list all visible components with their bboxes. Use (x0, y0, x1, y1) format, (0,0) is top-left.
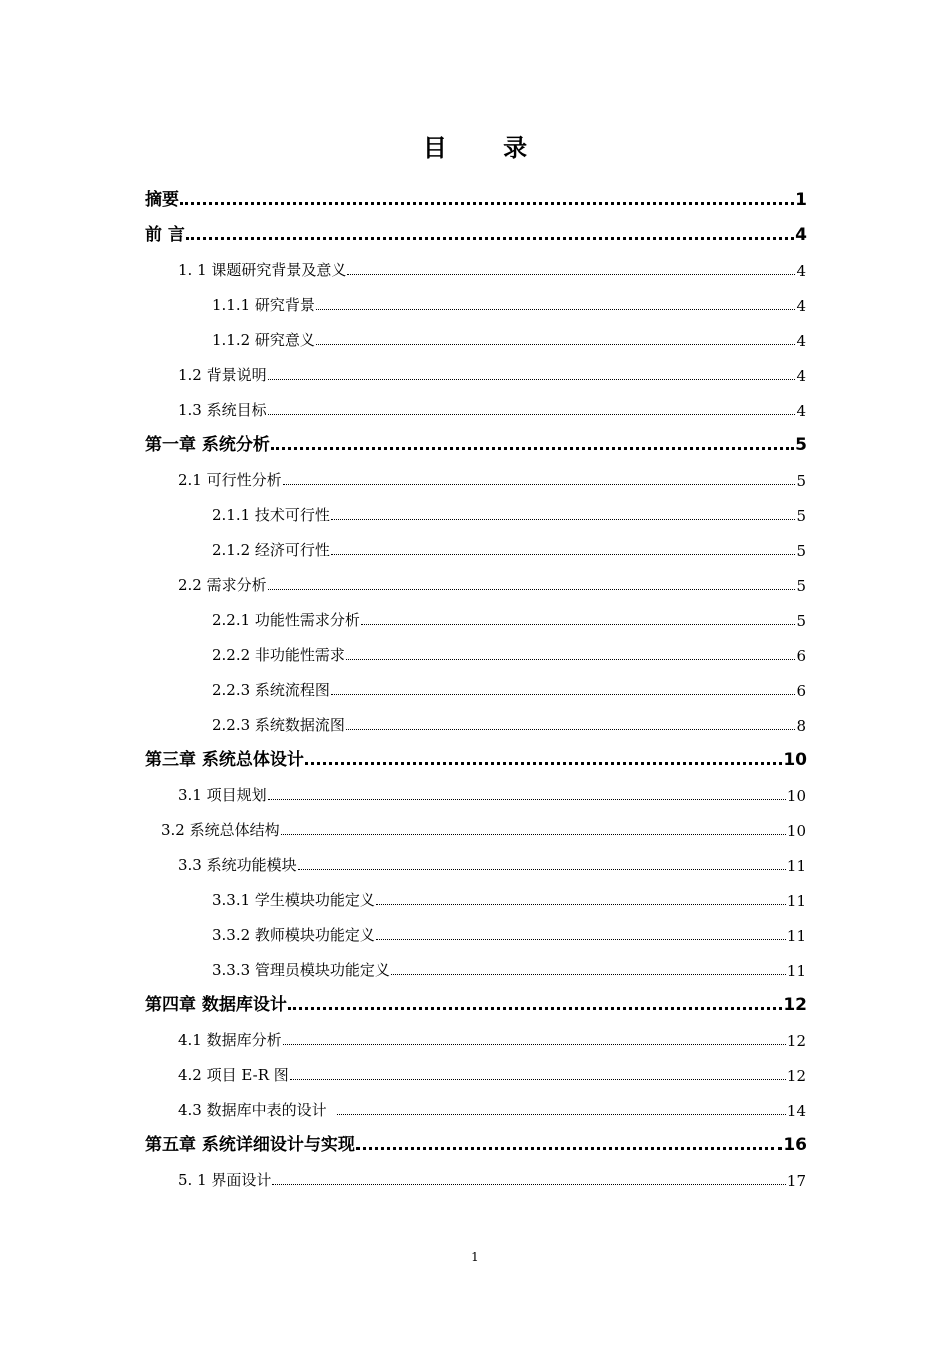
toc-entry-2-1-1[interactable] (212, 495, 806, 525)
toc-entry-label: 1.3 系统目标 (178, 401, 267, 419)
toc-entry-2-2-1[interactable] (212, 600, 806, 630)
toc-entry-5-1[interactable] (178, 1160, 806, 1190)
toc-entry-1-1[interactable] (178, 250, 806, 280)
toc-entry-label: 前 言 (145, 225, 185, 245)
toc-dot-leader (376, 904, 786, 905)
toc-dot-leader (271, 447, 794, 450)
toc-dot-leader (331, 694, 796, 695)
toc-entry-2-2-3-dfd[interactable] (212, 705, 806, 735)
toc-entry-page: 12 (786, 1067, 806, 1085)
toc-entry-label: 2.1.1 技术可行性 (212, 506, 330, 524)
toc-entry-page: 17 (786, 1172, 806, 1190)
toc-entry-label: 2.2.1 功能性需求分析 (212, 611, 360, 629)
footer-page-number: 1 (471, 1250, 479, 1264)
toc-entry-3-3-1[interactable] (212, 880, 806, 910)
toc-entry-label: 2.1.2 经济可行性 (212, 541, 330, 559)
toc-dot-leader (268, 414, 796, 415)
toc-dot-leader (281, 834, 786, 835)
toc-entry-page: 16 (783, 1135, 807, 1155)
toc-entry-2-2-2[interactable] (212, 635, 806, 665)
toc-entry-page: 5 (795, 435, 807, 455)
toc-entry-label: 2.2.3 系统数据流图 (212, 716, 345, 734)
toc-dot-leader (316, 309, 796, 310)
toc-entry-page: 4 (796, 332, 806, 350)
toc-dot-leader (346, 729, 796, 730)
toc-dot-leader (346, 659, 796, 660)
toc-entry-label: 4.1 数据库分析 (178, 1031, 282, 1049)
toc-entry-page: 11 (786, 962, 806, 980)
toc-entry-label: 4.2 项目 E-R 图 (178, 1066, 289, 1084)
toc-entry-3-3-3[interactable] (212, 950, 806, 980)
toc-entry-chapter-3[interactable] (145, 740, 807, 770)
toc-dot-leader (337, 1114, 786, 1115)
toc-dot-leader (361, 624, 796, 625)
toc-entry-page: 11 (786, 892, 806, 910)
toc-entry-page: 5 (796, 542, 806, 560)
toc-entry-preface[interactable] (145, 215, 807, 245)
toc-entry-label: 第一章 系统分析 (145, 435, 270, 455)
toc-dot-leader (298, 869, 786, 870)
toc-entry-2-2-3[interactable] (212, 670, 806, 700)
toc-entry-label: 3.3.2 教师模块功能定义 (212, 926, 375, 944)
toc-dot-leader (331, 554, 796, 555)
toc-entry-page: 6 (796, 682, 806, 700)
toc-entry-page: 10 (786, 787, 806, 805)
toc-entry-2-1-2[interactable] (212, 530, 806, 560)
toc-entry-page: 4 (796, 367, 806, 385)
toc-entry-page: 4 (795, 225, 807, 245)
toc-dot-leader (283, 484, 796, 485)
toc-entry-label: 2.2 需求分析 (178, 576, 267, 594)
toc-entry-1-1-1[interactable] (212, 285, 806, 315)
toc-entry-label: 1.2 背景说明 (178, 366, 267, 384)
toc-entry-page: 1 (795, 190, 807, 210)
toc-entry-1-2[interactable] (178, 355, 806, 385)
toc-entry-1-1-2[interactable] (212, 320, 806, 350)
toc-dot-leader (290, 1079, 786, 1080)
toc-entry-page: 4 (796, 262, 806, 280)
toc-entry-page: 4 (796, 402, 806, 420)
toc-entry-page: 6 (796, 647, 806, 665)
toc-dot-leader (356, 1147, 782, 1150)
toc-entry-label: 3.1 项目规划 (178, 786, 267, 804)
toc-entry-3-3[interactable] (178, 845, 806, 875)
toc-entry-3-3-2[interactable] (212, 915, 806, 945)
toc-entry-page: 12 (783, 995, 807, 1015)
toc-entry-page: 5 (796, 577, 806, 595)
toc-dot-leader (272, 1184, 786, 1185)
toc-entry-label: 摘要 (145, 190, 179, 210)
toc-entry-page: 11 (786, 857, 806, 875)
page-title: 目 录 (422, 134, 552, 162)
toc-entry-label: 2.2.3 系统流程图 (212, 681, 330, 699)
toc-entry-label: 1.1.1 研究背景 (212, 296, 315, 314)
toc-entry-label: 1.1.2 研究意义 (212, 331, 315, 349)
toc-dot-leader (268, 799, 786, 800)
toc-entry-label: 5. 1 界面设计 (178, 1171, 272, 1189)
toc-entry-page: 5 (796, 472, 806, 490)
toc-dot-leader (316, 344, 796, 345)
toc-entry-page: 8 (796, 717, 806, 735)
toc-dot-leader (305, 762, 782, 765)
toc-entry-page: 12 (786, 1032, 806, 1050)
toc-entry-page: 10 (786, 822, 806, 840)
toc-dot-leader (268, 589, 796, 590)
toc-entry-1-3[interactable] (178, 390, 806, 420)
toc-entry-label: 3.3 系统功能模块 (178, 856, 297, 874)
toc-entry-page: 10 (783, 750, 807, 770)
toc-entry-chapter-1[interactable] (145, 425, 807, 455)
toc-entry-label: 2.2.2 非功能性需求 (212, 646, 345, 664)
toc-dot-leader (268, 379, 796, 380)
toc-dot-leader (186, 237, 794, 240)
toc-entry-label: 1. 1 课题研究背景及意义 (178, 261, 347, 279)
toc-entry-2-2[interactable] (178, 565, 806, 595)
toc-entry-label: 4.3 数据库中表的设计 (178, 1101, 337, 1119)
toc-entry-label: 2.1 可行性分析 (178, 471, 282, 489)
toc-dot-leader (331, 519, 796, 520)
toc-entry-page: 5 (796, 612, 806, 630)
toc-entry-label: 第五章 系统详细设计与实现 (145, 1135, 355, 1155)
toc-entry-label: 3.3.1 学生模块功能定义 (212, 891, 375, 909)
toc-entry-abstract[interactable] (145, 180, 807, 210)
toc-entry-label: 第三章 系统总体设计 (145, 750, 304, 770)
toc-entry-label: 3.3.3 管理员模块功能定义 (212, 961, 390, 979)
toc-entry-label: 第四章 数据库设计 (145, 995, 287, 1015)
toc-dot-leader (376, 939, 786, 940)
toc-dot-leader (288, 1007, 782, 1010)
toc-entry-3-1[interactable] (178, 775, 806, 805)
toc-entry-4-3[interactable] (178, 1090, 806, 1120)
toc-entry-3-2[interactable] (161, 810, 806, 840)
toc-entry-page: 4 (796, 297, 806, 315)
toc-dot-leader (180, 202, 794, 205)
toc-dot-leader (347, 274, 795, 275)
toc-entry-label: 3.2 系统总体结构 (161, 821, 280, 839)
toc-entry-4-1[interactable] (178, 1020, 806, 1050)
toc-entry-4-2[interactable] (178, 1055, 806, 1085)
toc-entry-2-1[interactable] (178, 460, 806, 490)
toc-entry-chapter-4[interactable] (145, 985, 807, 1015)
toc-dot-leader (283, 1044, 786, 1045)
toc-entry-page: 5 (796, 507, 806, 525)
toc-entry-page: 14 (786, 1102, 806, 1120)
toc-entry-chapter-5[interactable] (145, 1125, 807, 1155)
toc-dot-leader (391, 974, 786, 975)
toc-entry-page: 11 (786, 927, 806, 945)
